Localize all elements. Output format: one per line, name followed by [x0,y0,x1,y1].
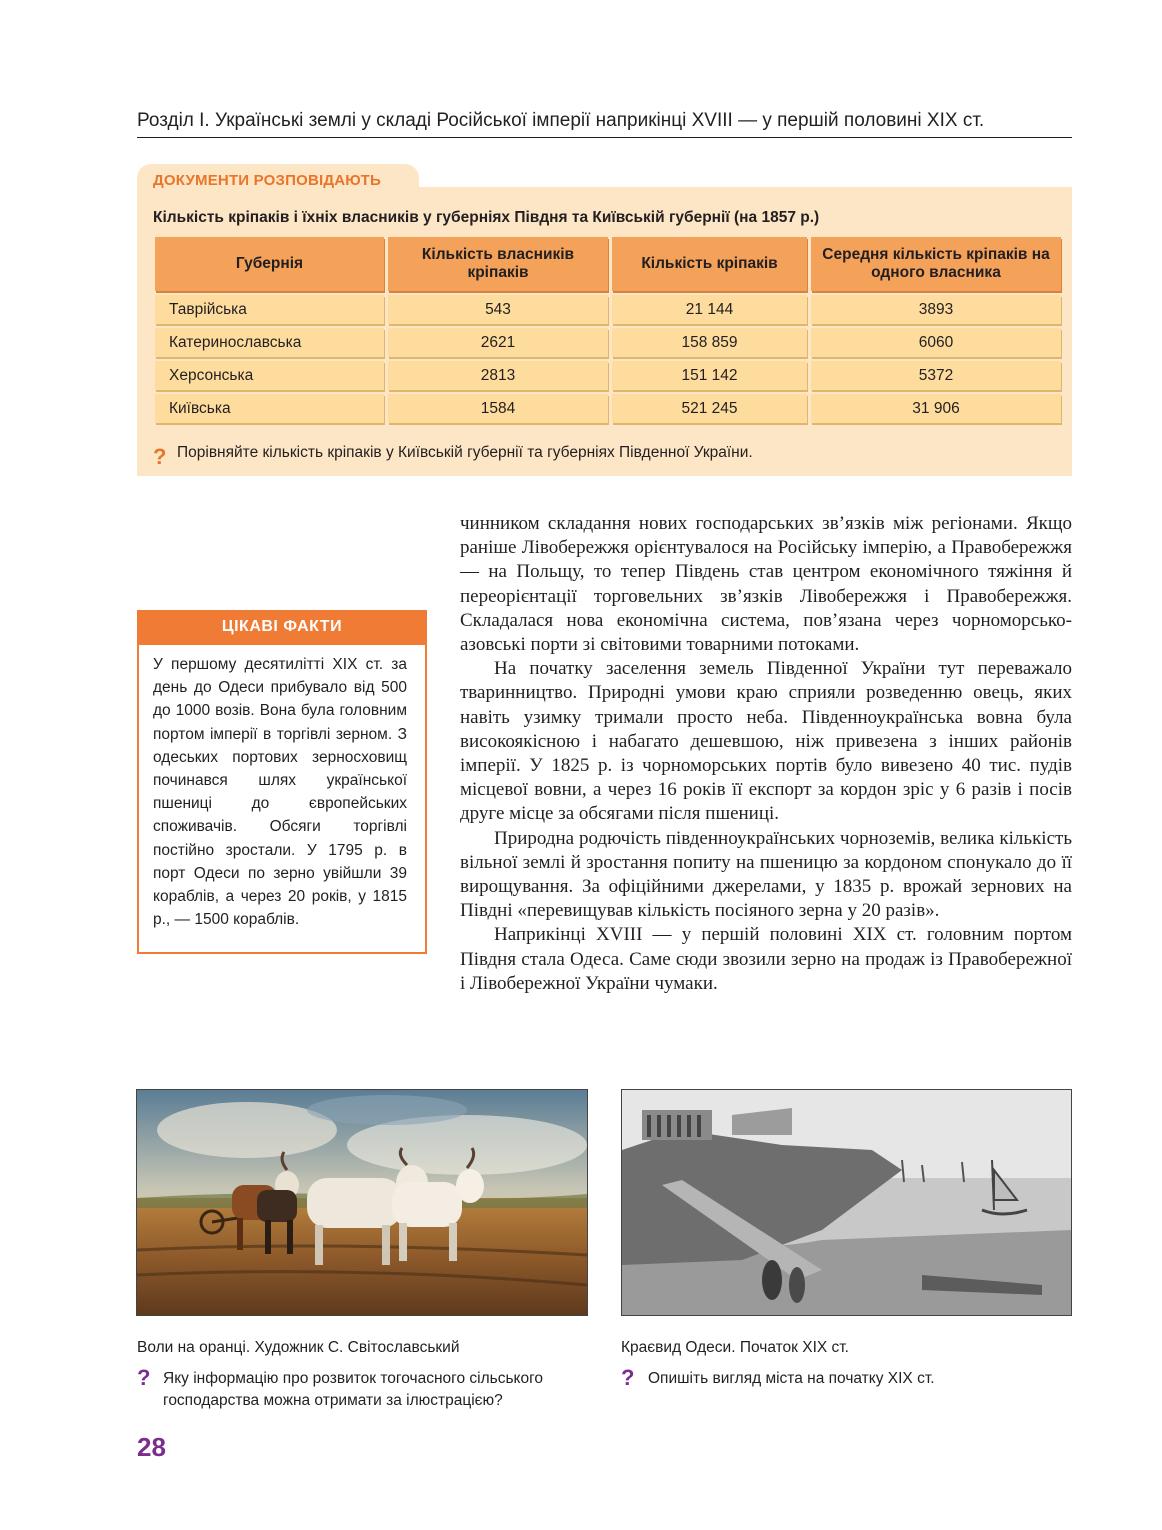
question-icon: ? [137,1365,151,1390]
table-cell: 31 906 [811,394,1061,423]
table-cell: 6060 [811,328,1061,357]
column-header: Кількість кріпаків [612,237,807,291]
table-cell: 151 142 [612,361,807,390]
question-icon: ? [153,444,167,469]
column-header: Середня кількість кріпаків на одного власника [811,237,1061,291]
table-question: Порівняйте кількість кріпаків у Київській губернії та губерніях Південної України. [177,444,753,461]
table-row [155,394,1061,423]
page-number: 28 [137,1432,166,1462]
paragraph: чинником складання нових господарських зв’язків між регіонами. Якщо раніше Лівобережжя орієнтувалося на Російську імперію, а Правобережжя — на Польщу, то тепер Південь став центром економічного тяжіння й переорієнтації торговельних зв’язків Лівобережжя і Правобережжя. Складалася нова економічна система, пов’язана через чорноморсько-азовські порти зі світовими товарними потоками. [460,513,1072,656]
table-cell: 543 [388,295,608,324]
table-cell: 21 144 [612,295,807,324]
serf-table [151,233,1065,427]
running-header: Розділ І. Українські землі у складі Російської імперії наприкінці XVIII — у першій половині XIX ст. [137,108,1072,138]
table-cell: 3893 [811,295,1061,324]
paragraph: Наприкінці XVIII — у першій половині XIX ст. головним портом Півдня стала Одеса. Саме сюди звозили зерно на продаж із Правобережної і Лівобережної України чумаки. [460,924,1072,994]
table-cell: 2813 [388,361,608,390]
table-cell: 1584 [388,394,608,423]
facts-text: У першому десятилітті XIX ст. за день до Одеси прибувало від 500 до 1000 возів. Вона була головним портом імперії в торгівлі зерном. З одеських портових зерносховищ починався шлях української пшениці до європейських споживачів. Обсяги торгівлі постійно зростали. У 1795 р. в порт Одеси по зерно увійшли 39 кораблів, а через 20 років, у 1815 р., — 1500 кораблів. [153,656,407,929]
column-header: Кількість власників кріпаків [388,237,608,291]
oxen-caption: Воли на оранці. Художник С. Світославський [137,1339,460,1356]
odessa-engraving [621,1089,1072,1316]
facts-title: ЦІКАВІ ФАКТИ [221,618,343,635]
table-row [155,361,1061,390]
oxen-question: Яку інформацію про розвиток тогочасного сільського господарства можна отримати за ілюстрацією? [163,1370,544,1409]
table-cell: 5372 [811,361,1061,390]
table-row [155,328,1061,357]
paragraph: Природна родючість південноукраїнських чорноземів, велика кількість вільної землі й зростання попиту на пшеницю за кордоном спонукало до її вирощування. За офіційними джерелами, у 1835 р. врожай зернових на Півдні «перевищував кількість посіяного зерна у 20 разів». [460,827,1072,922]
main-text [460,512,1072,996]
table-cell: Таврійська [155,295,384,324]
table-row [155,295,1061,324]
table-cell: 521 245 [612,394,807,423]
table-cell: Катеринославська [155,328,384,357]
table-header-row [155,237,1061,291]
table-cell: 2621 [388,328,608,357]
question-icon: ? [621,1365,635,1390]
documents-tab-label: ДОКУМЕНТИ РОЗПОВІДАЮТЬ [153,172,381,189]
column-header: Губернія [155,237,384,291]
table-cell: Київська [155,394,384,423]
oxen-painting [136,1089,588,1316]
table-cell: Херсонська [155,361,384,390]
paragraph: На початку заселення земель Південної України тут переважало тваринництво. Природні умови краю сприяли розведенню овець, яких навіть узимку тримали просто неба. Південноукраїнська вовна була високоякісною і набагато дешевшою, ніж привезена з інших районів імперії. У 1825 р. із чорноморських портів було вивезено 40 тис. пудів місцевої вовни, а через 16 років її експорт за кордон зріс у 6 разів і посів друге місце за обсягами після пшениці. [460,658,1072,825]
table-cell: 158 859 [612,328,807,357]
table-caption: Кількість кріпаків і їхніх власників у губерніях Півдня та Київській губернії (на 1857 р.) [153,209,820,226]
odessa-question: Опишіть вигляд міста на початку XIX ст. [648,1370,935,1387]
odessa-caption: Краєвид Одеси. Початок XIX ст. [621,1339,849,1356]
